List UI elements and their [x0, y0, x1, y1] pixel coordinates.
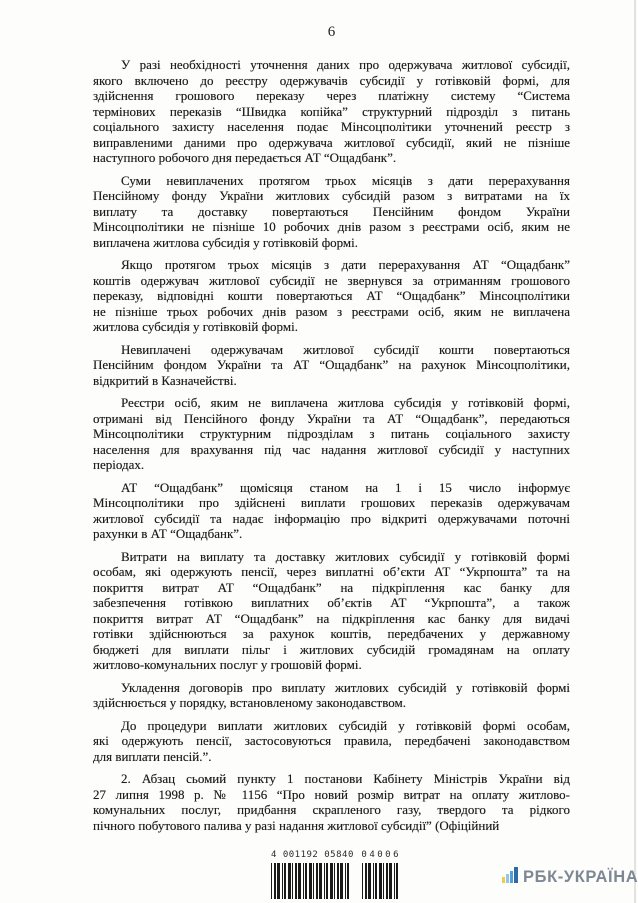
text-line: комунальних послуг, придбання скрапленого газу, твердого та рідкого [93, 802, 570, 817]
paragraph [93, 342, 570, 389]
paragraph [93, 480, 570, 542]
text-line: бюджеті для виплати пільг і житлових субсидій громадянам на оплату [93, 641, 570, 657]
paragraph [93, 718, 570, 765]
text-line: наступного робочого дня передається АТ “Ощадбанк”. [93, 150, 397, 165]
text-line: отримані від Пенсійного фонду України та АТ “Ощадбанк”, передаються [93, 410, 570, 426]
text-line: особам, які одержують пенсії, через виплатні об’єкти АТ “Укрпошта” та на [93, 564, 570, 579]
text-line: У разі необхідності уточнення даних про одержувача житлової субсидії, [121, 57, 570, 72]
text-line: Мінсоцполітики про здійснені виплати грошових переказів одержувачам [93, 495, 570, 510]
text-line: виправленими даними про одержувача житлової субсидії, який не пізніше [93, 134, 570, 150]
text-line: житлова субсидія у готівковій формі. [93, 319, 298, 334]
paragraph [93, 57, 570, 166]
barcode-number-right: 04006 [361, 850, 401, 860]
text-line: здійснюється у порядку, встановленому законодавством. [93, 695, 406, 710]
text-line: 2. Абзац сьомий пункту 1 постанови Кабінету Міністрів України від [121, 771, 570, 786]
rbc-bar-chart-icon [502, 867, 518, 888]
text-line: періодах. [93, 457, 145, 472]
text-line: житлово-комунальних послуг у грошовій формі. [93, 657, 362, 672]
text-line: Витрати на виплату та доставку житлових субсидії у готівковій формі [121, 548, 570, 564]
text-line: не пізніше трьох робочих днів разом з реєстрами осіб, яким не виплачена [93, 303, 570, 319]
text-line: здійснення грошового переказу через платіжну систему “Система [93, 88, 570, 103]
barcode-numbers [271, 849, 401, 862]
paragraph [93, 257, 570, 335]
text-line: Пенсійним фондом України та АТ “Ощадбанк” на рахунок Мінсоцполітики, [93, 357, 570, 372]
text-line: виплату та доставку повертаються Пенсійним фондом України [93, 203, 570, 219]
text-line: Реєстри осіб, яким не виплачена житлова субсидія у готівковій формі, [121, 395, 570, 410]
text-line: соціального захисту населення подає Мінсоцполітики уточнений реєстр з [93, 119, 570, 134]
text-line: виплачена житлова субсидія у готівковій формі. [93, 234, 359, 250]
text-line: покриття витрат АТ “Ощадбанк” на підкріплення кас банку для видачі [93, 610, 570, 626]
text-line: Невиплачені одержувачам житлової субсидії кошти повертаються [121, 341, 570, 357]
text-line: забезпечення готівкою виплатних об’єктів АТ “Укрпошта”, а також [93, 595, 570, 610]
barcode-bars [271, 863, 401, 899]
text-line: якого включено до реєстру одержувачів субсидії у готівковій формі, для [93, 72, 570, 88]
text-line: переказу, відповідні кошти повертаються АТ “Ощадбанк” Мінсоцполітики [93, 288, 570, 303]
text-line: коштів одержувач житлової субсидії не звернувся за отриманням грошового [93, 272, 570, 288]
text-line: для виплати пенсій.”. [93, 748, 212, 764]
scan-edge-line [634, 0, 636, 903]
barcode [271, 849, 401, 901]
rbc-ukraine-watermark [502, 866, 638, 888]
text-line: готівки здійснюються за рахунок коштів, передбачених у державному [93, 626, 570, 641]
text-line: населення для врахування під час надання житлової субсидії у наступних [93, 441, 570, 457]
text-line: Мінсоцполітики не пізніше 10 робочих днів разом з реєстрами осіб, яким не [93, 219, 570, 234]
paragraph [93, 173, 570, 251]
text-line: житлової субсидії та надає інформацію про відкриті одержувачами поточні [93, 510, 570, 526]
paragraph [93, 680, 570, 711]
text-line: які одержують пенсії, застосовуються правила, передбачені законодавством [93, 733, 570, 748]
barcode-number-left: 4 001192 05840 [271, 850, 354, 860]
paragraph [93, 395, 570, 473]
text-line: термінових переказів “Швидка копійка” структурний підрозділ з питань [93, 103, 570, 119]
text-line: пічного побутового палива у разі надання житлової субсидії” (Офіційний [93, 817, 500, 833]
page-number: 6 [327, 24, 336, 40]
barcode-bars-left [271, 863, 352, 899]
text-line: Суми невиплачених протягом трьох місяців з дати перерахування [121, 172, 570, 188]
barcode-bars-right [362, 863, 400, 899]
paragraph [93, 549, 570, 673]
text-line: Мінсоцполітики структурним підрозділам з питань соціального захисту [93, 426, 570, 441]
text-line: відкритий в Казначействі. [93, 372, 237, 388]
paragraph [93, 771, 570, 833]
text-line: АТ “Ощадбанк” щомісяця станом на 1 і 15 число інформує [121, 479, 570, 495]
text-line: 27 липня 1998 р. № 1156 “Про новий розмір витрат на оплату житлово- [93, 786, 570, 802]
text-line: Пенсійному фонду України житлових субсидій разом з витратами на їх [93, 188, 570, 203]
text-line: Якщо протягом трьох місяців з дати перерахування АТ “Ощадбанк” [121, 257, 570, 272]
text-line: рахунки в АТ “Ощадбанк”. [93, 526, 243, 541]
text-line: До процедури виплати житлових субсидій у готівковій формі особам, [121, 717, 570, 733]
text-line: покриття витрат АТ “Ощадбанк” на підкріплення кас банку для [93, 579, 570, 595]
rbc-logo-text: РБК-УКРАЇНА [523, 867, 638, 886]
document-text [93, 57, 570, 840]
text-line: Укладення договорів про виплату житлових субсидій у готівковій формі [121, 679, 570, 695]
barcode-bars-gap [352, 863, 362, 899]
